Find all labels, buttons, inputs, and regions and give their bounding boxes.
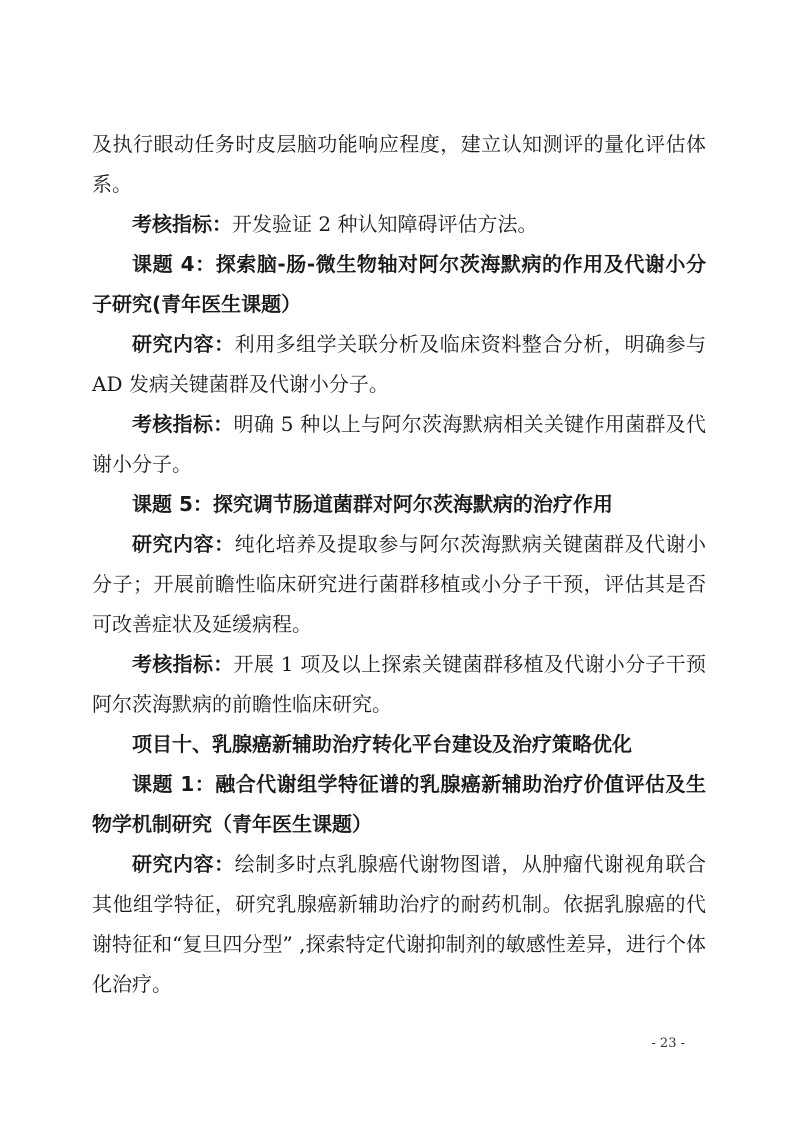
paragraph-research-content [92,324,706,404]
paragraph-text: 明确 5 种以上与阿尔茨海默病相关关键作用菌群及代谢小分子。 [92,412,706,476]
paragraph-label: 考核指标： [132,412,234,436]
paragraph-continuation [92,124,706,204]
paragraph-research-content [92,524,706,644]
paragraph-assessment-indicator [92,204,706,244]
paragraph-text: 利用多组学关联分析及临床资料整合分析，明确参与 AD 发病关键菌群及代谢小分子。 [92,332,707,396]
paragraph-text: 绘制多时点乳腺癌代谢物图谱，从肿瘤代谢视角联合其他组学特征，研究乳腺癌新辅助治疗的耐药机制。依据乳腺癌的代谢特征和“复旦四分型” ,探索特定代谢抑制剂的敏感性差异，进行个体化治疗。 [92,852,707,996]
document-body [92,124,706,1004]
paragraph-label: 研究内容： [132,532,235,556]
paragraph-label: 考核指标： [132,652,234,676]
paragraph-assessment-indicator [92,644,706,724]
paragraph-label: 研究内容： [132,332,235,356]
topic-heading-5: 课题 5：探究调节肠道菌群对阿尔茨海默病的治疗作用 [132,492,613,516]
page-number: - 23 - [651,1036,685,1051]
paragraph-research-content [92,844,706,1004]
paragraph-label: 研究内容： [132,852,235,876]
paragraph-text: 开发验证 2 种认知障碍评估方法。 [232,212,538,236]
paragraph-text: 纯化培养及提取参与阿尔茨海默病关键菌群及代谢小分子；开展前瞻性临床研究进行菌群移植或小分子干预，评估其是否可改善症状及延缓病程。 [92,532,707,636]
project-heading: 项目十、乳腺癌新辅助治疗转化平台建设及治疗策略优化 [132,732,632,756]
topic-heading-4: 课题 4：探索脑-肠-微生物轴对阿尔茨海默病的作用及代谢小分子研究(青年医生课题） [92,252,706,316]
topic-heading-1: 课题 1：融合代谢组学特征谱的乳腺癌新辅助治疗价值评估及生物学机制研究（青年医生课题） [92,772,706,836]
paragraph-text: 及执行眼动任务时皮层脑功能响应程度，建立认知测评的量化评估体系。 [92,132,706,196]
paragraph-assessment-indicator [92,404,706,484]
paragraph-label: 考核指标： [132,212,232,236]
paragraph-text: 开展 1 项及以上探索关键菌群移植及代谢小分子干预阿尔茨海默病的前瞻性临床研究。 [92,652,706,716]
